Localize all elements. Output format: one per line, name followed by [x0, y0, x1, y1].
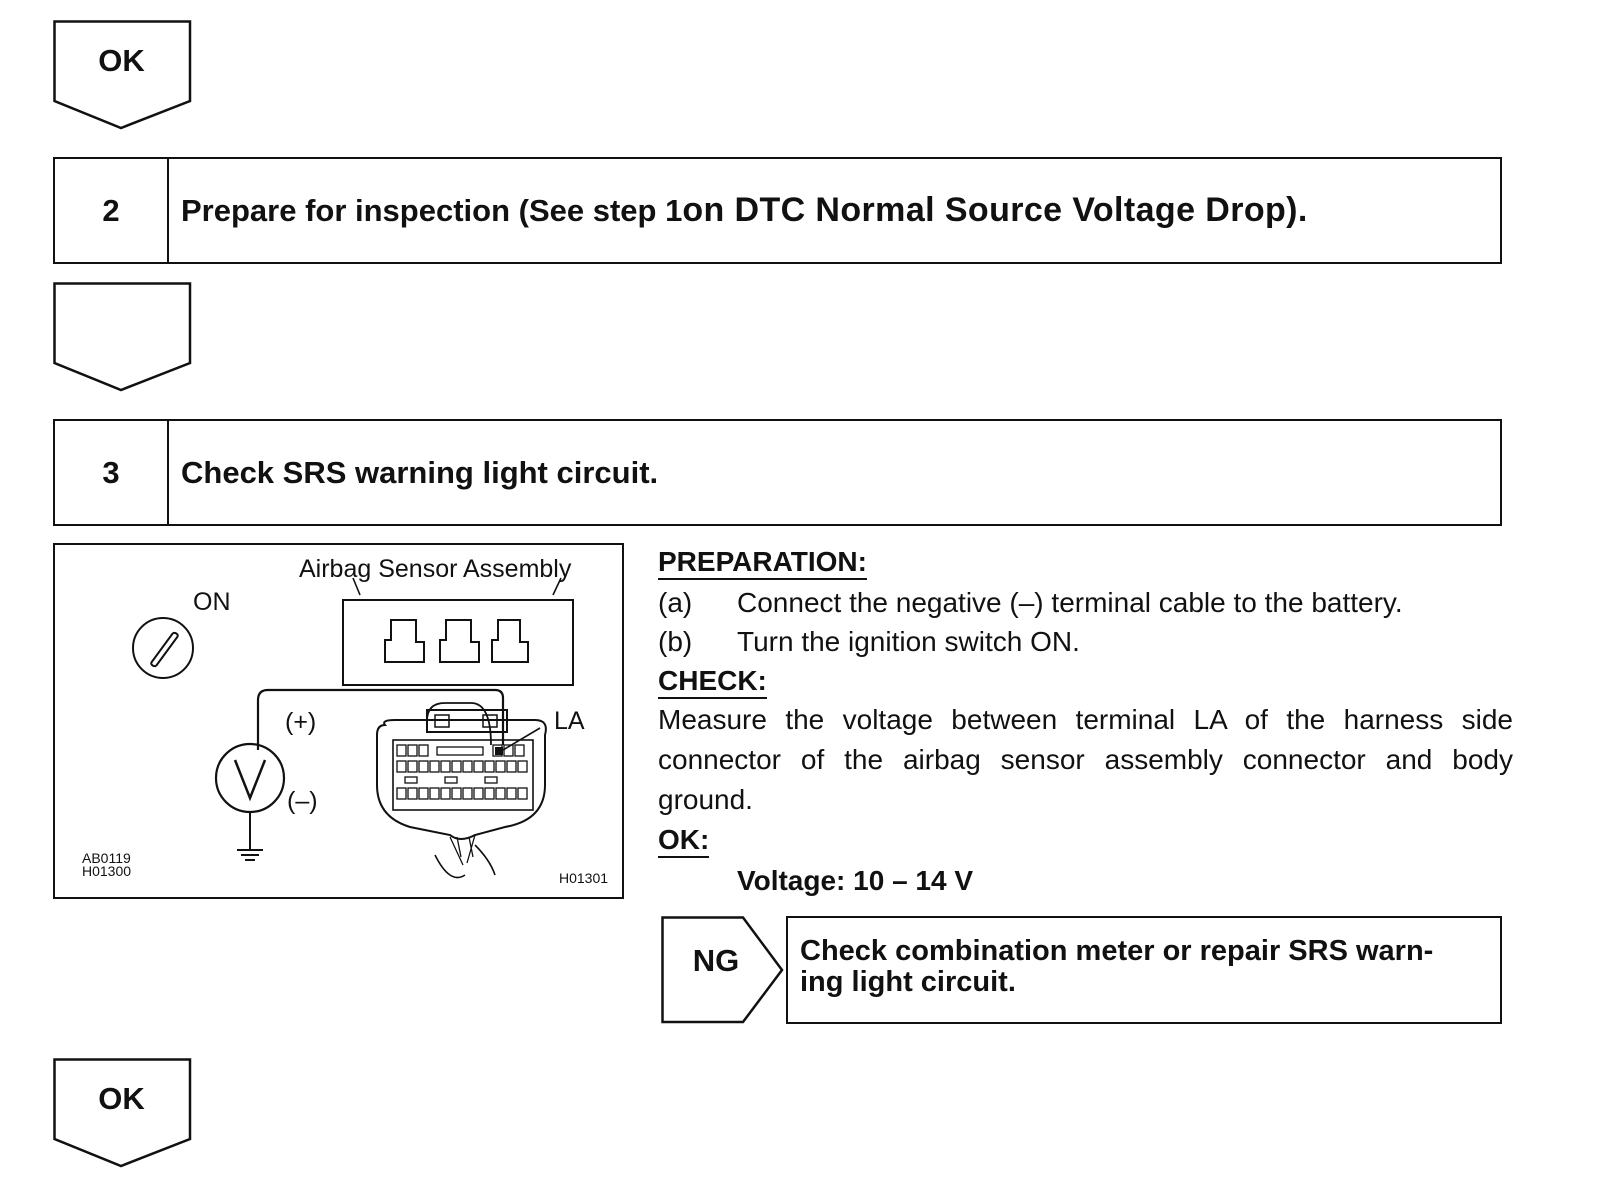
wiring-figure — [53, 543, 624, 899]
step-3-number: 3 — [55, 421, 169, 524]
wiring-diagram — [55, 545, 621, 896]
check-heading: CHECK: — [658, 665, 767, 699]
step-2-number: 2 — [55, 159, 169, 262]
ok-label-bottom: OK — [98, 1081, 145, 1116]
airbag-sensor-assembly-icon — [343, 578, 573, 685]
step-2-title — [169, 159, 1500, 262]
ok-voltage-spec: Voltage: 10 – 14 V — [737, 865, 974, 896]
step-3-box — [53, 419, 1502, 526]
preparation-item-a-letter: (a) — [658, 587, 693, 618]
step-2-title-part2: on DTC Normal Source Voltage Drop). — [682, 191, 1308, 229]
preparation-item-b-letter: (b) — [658, 626, 693, 657]
ng-label: NG — [692, 943, 740, 978]
step-2-box — [53, 157, 1502, 264]
ok-label-top: OK — [98, 43, 145, 78]
ignition-switch-icon — [133, 618, 193, 678]
ng-result-line1: Check combination meter or repair SRS warn- — [800, 935, 1434, 967]
harness-connector-icon — [377, 710, 546, 878]
voltmeter-icon — [216, 744, 284, 812]
figure-code-right: H01301 — [559, 870, 609, 886]
step-2-title-part1: Prepare for inspection (See step 1 — [181, 192, 683, 228]
ng-result-box — [786, 916, 1502, 1024]
ok-heading: OK: — [658, 824, 709, 858]
airbag-sensor-assembly-label: Airbag Sensor Assembly — [299, 555, 572, 583]
positive-probe-label: (+) — [285, 708, 317, 736]
negative-probe-label: (–) — [287, 787, 318, 815]
figure-code-left-2: H01300 — [82, 863, 132, 879]
figure-code-left-1: AB0119 — [82, 850, 131, 866]
ng-result-line2: ing light circuit. — [800, 966, 1016, 998]
preparation-heading: PREPARATION: — [658, 546, 867, 580]
step-3-title: Check SRS warning light circuit. — [181, 454, 659, 490]
ignition-on-label: ON — [193, 588, 231, 616]
check-text: Measure the voltage between terminal LA of the harness side connector of the airbag sensor assembly connector and body ground. — [658, 704, 1513, 815]
preparation-item-a-text: Connect the negative (–) terminal cable to the battery. — [737, 587, 1403, 618]
preparation-item-b-text: Turn the ignition switch ON. — [737, 626, 1080, 657]
ground-symbol-icon — [237, 812, 263, 860]
terminal-la-label: LA — [554, 707, 585, 735]
blank-arrow — [53, 282, 193, 392]
